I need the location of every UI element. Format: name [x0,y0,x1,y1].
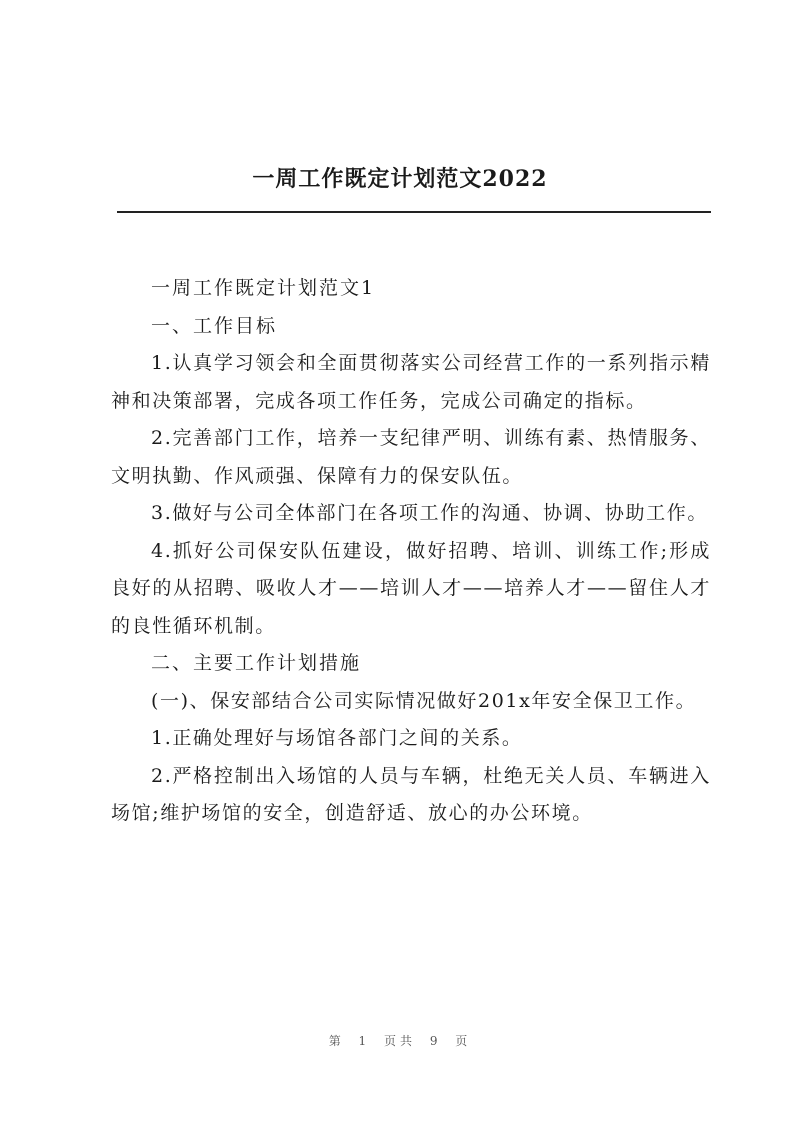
section-heading: 二、主要工作计划措施 [151,652,362,674]
paragraph: 2.完善部门工作，培养一支纪律严明、训练有素、热情服务、文明执勤、作风顽强、保障有力的保安队伍。 [111,427,711,487]
document-body [111,270,711,833]
page-number: 第 1 页共 9 页 [328,1034,472,1048]
paragraph: 1.认真学习领会和全面贯彻落实公司经营工作的一系列指示精神和决策部署，完成各项工作任务，完成公司确定的指标。 [111,352,711,412]
document-title: 一周工作既定计划范文2022 [252,166,548,192]
section-heading: 一、工作目标 [151,314,278,337]
paragraph: 4.抓好公司保安队伍建设，做好招聘、培训、训练工作;形成良好的从招聘、吸收人才——培训人才——培养人才——留住人才的良性循环机制。 [111,539,711,637]
paragraph: (一)、保安部结合公司实际情况做好201x年安全保卫工作。 [151,689,697,712]
section-heading: 一周工作既定计划范文1 [151,277,376,299]
paragraph: 2.严格控制出入场馆的人员与车辆，杜绝无关人员、车辆进入场馆;维护场馆的安全，创造舒适、放心的办公环境。 [111,764,711,824]
paragraph: 1.正确处理好与场馆各部门之间的关系。 [151,727,523,749]
title-underline [117,211,711,213]
paragraph: 3.做好与公司全体部门在各项工作的沟通、协调、协助工作。 [151,502,708,524]
